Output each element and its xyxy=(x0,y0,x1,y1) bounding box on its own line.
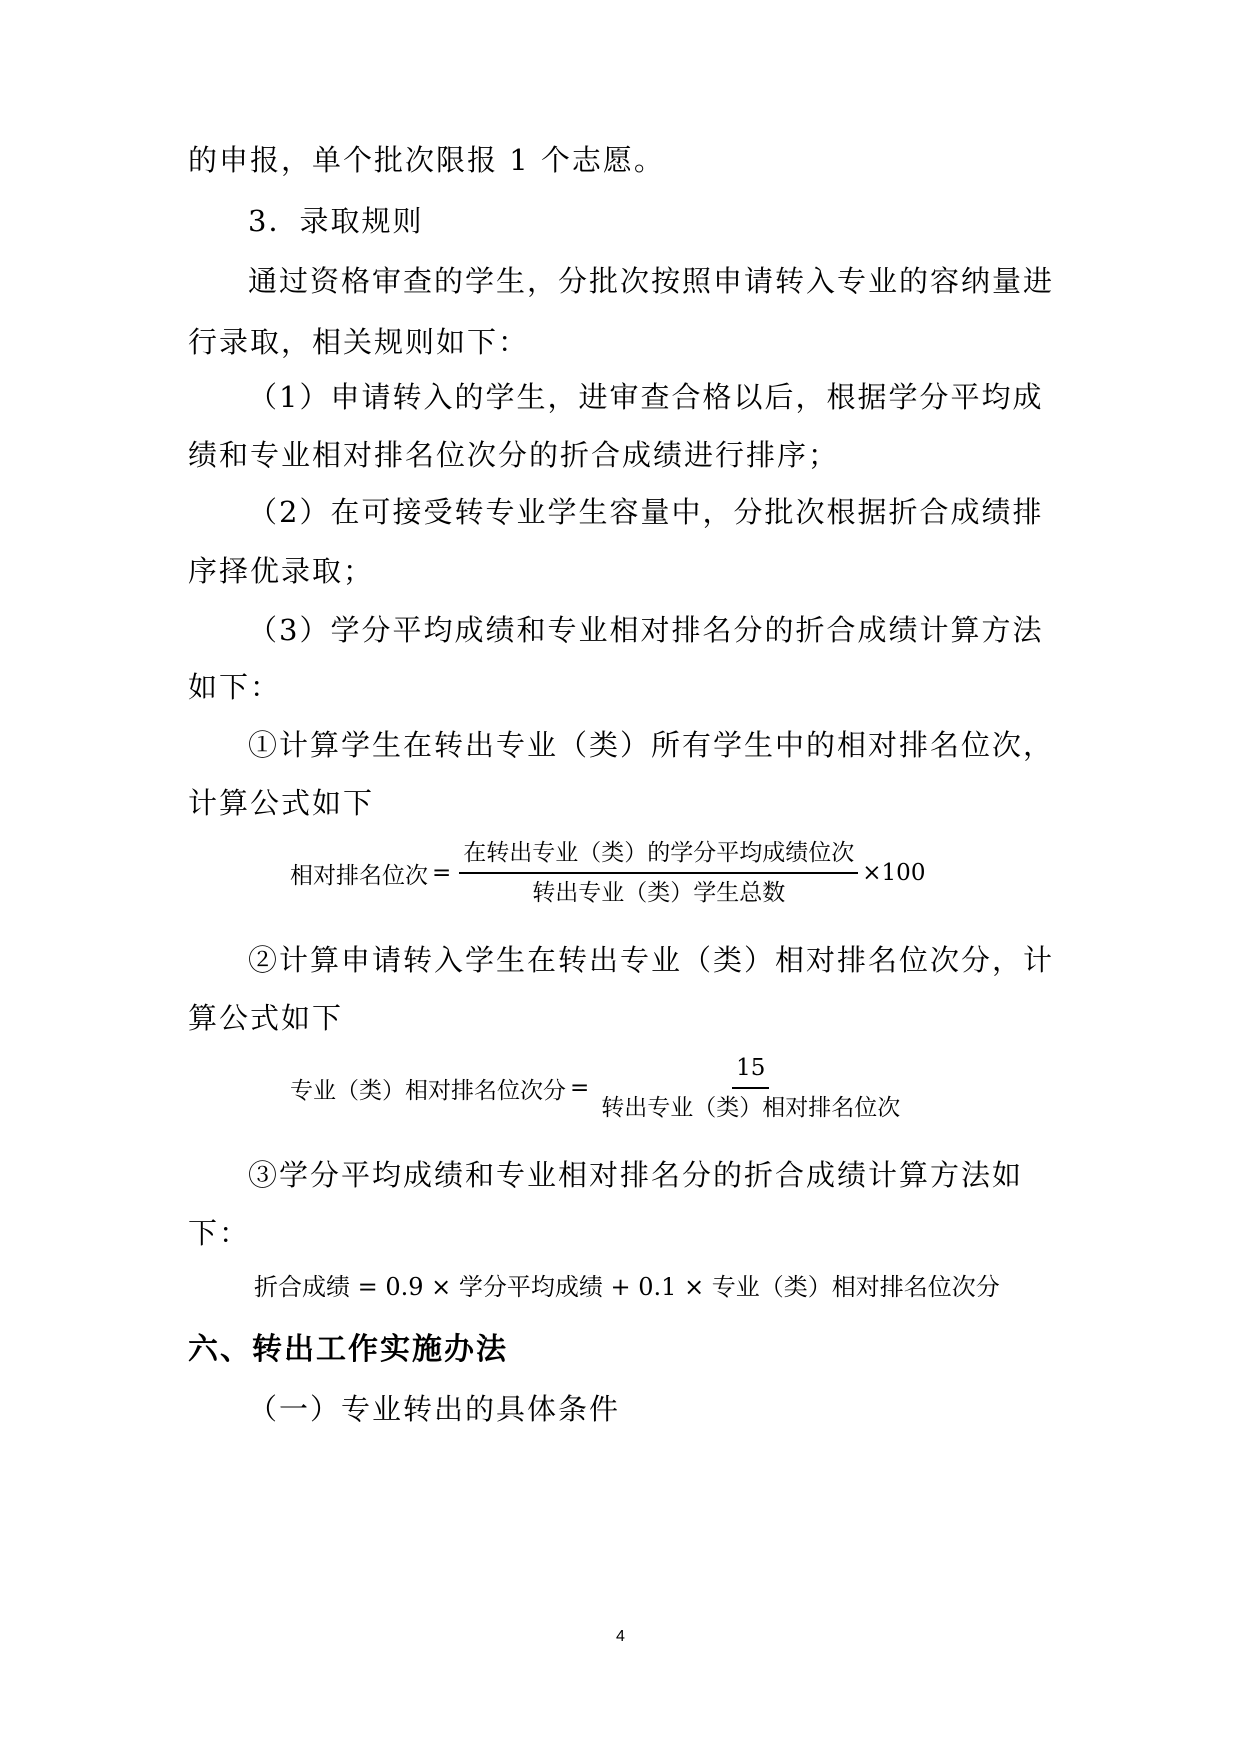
formula-text: 折合成绩 = 0.9 × 学分平均成绩 + 0.1 × 专业（类）相对排名位次分 xyxy=(254,1273,1000,1301)
paragraph-line: 的申报，单个批次限报 1 个志愿。 xyxy=(188,143,665,177)
section-heading: 六、转出工作实施办法 xyxy=(188,1332,508,1367)
fraction-denominator: 转出专业（类）相对排名位次 xyxy=(601,1095,901,1121)
rule-heading: 3．录取规则 xyxy=(248,204,424,238)
formula-relative-rank xyxy=(290,838,925,908)
fraction-numerator: 在转出专业（类）的学分平均成绩位次 xyxy=(459,838,858,874)
paragraph-line: 计算公式如下 xyxy=(188,786,375,820)
fraction-denominator: 转出专业（类）学生总数 xyxy=(532,880,786,906)
fraction xyxy=(459,838,858,908)
paragraph-line: （3）学分平均成绩和专业相对排名分的折合成绩计算方法 xyxy=(248,613,1044,647)
paragraph-line: （1）申请转入的学生，进审查合格以后，根据学分平均成 xyxy=(248,380,1044,414)
fraction xyxy=(597,1053,904,1123)
subsection-heading: （一）专业转出的具体条件 xyxy=(248,1392,621,1426)
paragraph-line: ③学分平均成绩和专业相对排名分的折合成绩计算方法如 xyxy=(248,1158,1024,1192)
paragraph-line: （2）在可接受转专业学生容量中，分批次根据折合成绩排 xyxy=(248,495,1044,529)
formula-multiplier: ×100 xyxy=(862,860,926,886)
paragraph-line: ②计算申请转入学生在转出专业（类）相对排名位次分，计 xyxy=(248,943,1055,977)
formula-rank-score xyxy=(290,1053,908,1123)
page-number: 4 xyxy=(616,1628,625,1645)
paragraph-line: 行录取，相关规则如下： xyxy=(188,325,530,359)
equals-sign: = xyxy=(432,860,452,886)
formula-lhs: 专业（类）相对排名位次分 xyxy=(290,1077,566,1104)
paragraph-line: 如下： xyxy=(188,670,282,704)
formula-lhs: 相对排名位次 xyxy=(290,862,428,889)
paragraph-line: ①计算学生在转出专业（类）所有学生中的相对排名位次， xyxy=(248,728,1055,762)
paragraph-line: 绩和专业相对排名位次分的折合成绩进行排序； xyxy=(188,438,840,472)
fraction-numerator: 15 xyxy=(732,1053,769,1089)
paragraph-line: 下： xyxy=(188,1216,251,1250)
paragraph-line: 通过资格审查的学生，分批次按照申请转入专业的容纳量进 xyxy=(248,264,1055,298)
paragraph-line: 序择优录取； xyxy=(188,554,375,588)
formula-combined-score xyxy=(254,1267,1000,1302)
equals-sign: = xyxy=(570,1075,590,1101)
paragraph-line: 算公式如下 xyxy=(188,1001,344,1035)
